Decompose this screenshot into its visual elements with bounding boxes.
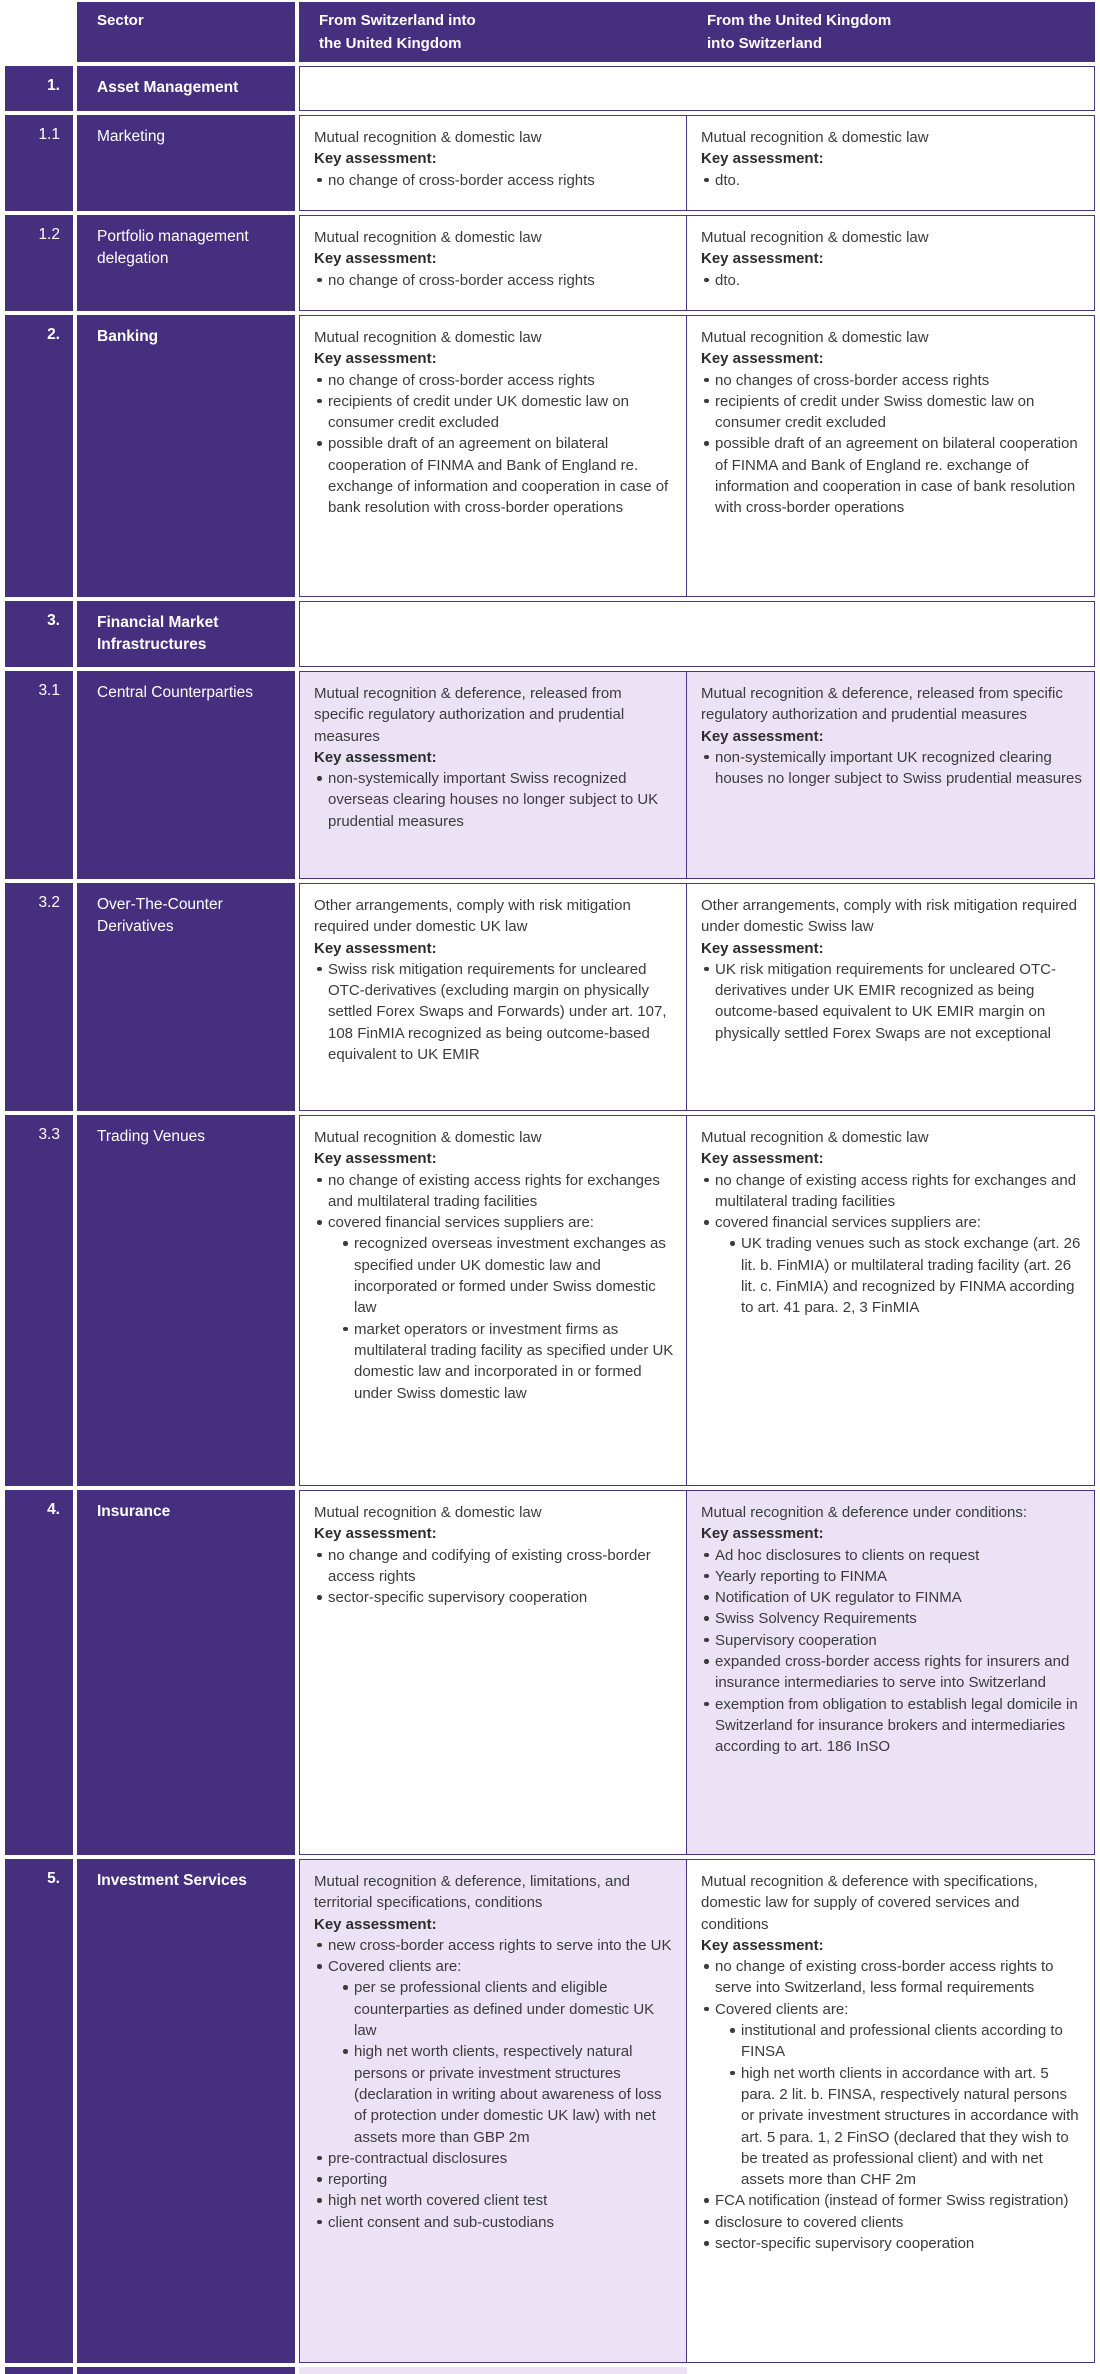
key-assessment-label: Key assessment: — [314, 150, 437, 168]
bullet-item: no change of existing access rights for exchanges and multilateral trading facilities — [314, 1170, 674, 1213]
cell-intro: Mutual recognition & deference, released from specific regulatory authorization and prudential measures — [314, 685, 625, 745]
bullet-list — [701, 1545, 1082, 1758]
table-row-3 — [5, 601, 1097, 667]
cell-intro: Mutual recognition & domestic law — [314, 229, 542, 246]
bullet-item — [314, 1956, 674, 2148]
assessment-cell — [687, 1859, 1095, 2363]
bullet-item: institutional and professional clients according to FINSA — [727, 2020, 1082, 2063]
bullet-list — [314, 959, 674, 1065]
bullet-item: non-systemically important Swiss recognized overseas clearing houses no longer subject to UK prudential measures — [314, 768, 674, 832]
sector-name: Asset Management — [77, 66, 295, 111]
row-number: 3.1 — [5, 671, 73, 879]
bullet-item: recipients of credit under Swiss domestic law on consumer credit excluded — [701, 391, 1082, 434]
bullet-item: expanded cross-border access rights for insurers and insurance intermediaries to serve into Switzerland — [701, 1651, 1082, 1694]
sector-name: Central Counterparties — [77, 671, 295, 879]
sector-name: Investment Services — [77, 1859, 295, 2363]
bullet-list — [701, 747, 1082, 790]
header-from-ch-to-uk-line2: the United Kingdom — [319, 34, 462, 52]
bullet-list — [715, 1233, 1082, 1318]
key-assessment-label: Key assessment: — [701, 1936, 824, 1954]
bullet-item: possible draft of an agreement on bilateral cooperation of FINMA and Bank of England re. exchange of information and cooperation in case of bank resolution with cross-border operations — [701, 433, 1082, 518]
key-assessment-label: Key assessment: — [701, 939, 824, 957]
bullet-item: reporting — [314, 2169, 674, 2190]
cell-intro: Other arrangements, comply with risk mitigation required under domestic Swiss law — [701, 897, 1077, 936]
sector-name: Portfolio management delegation — [77, 215, 295, 311]
bullet-list — [701, 270, 1082, 291]
cell-intro: Mutual recognition & deference under conditions: — [701, 1504, 1028, 1521]
bullet-item: UK risk mitigation requirements for uncleared OTC-derivatives under UK EMIR recognized as being outcome-based equivalent to UK EMIR margin on physically settled Forex Swaps are not exceptional — [701, 959, 1082, 1044]
table-row-1-1 — [5, 115, 1097, 211]
bullet-list — [314, 1545, 674, 1609]
bullet-item: no change of cross-border access rights — [314, 270, 674, 291]
cell-intro: Mutual recognition & deference, limitations, and territorial specifications, conditions — [314, 1873, 631, 1912]
assessment-cell — [687, 883, 1095, 1111]
bullet-list — [701, 370, 1082, 519]
header-sector: Sector — [77, 2, 295, 62]
table-row-3-1 — [5, 671, 1097, 879]
header-from-ch-to-uk — [299, 2, 687, 62]
assessment-cell — [299, 1115, 687, 1486]
header-from-uk-to-ch — [687, 2, 1095, 62]
key-assessment-label: Key assessment: — [314, 748, 437, 766]
header-from-ch-to-uk-line1: From Switzerland into — [319, 12, 476, 29]
bullet-item: exemption from obligation to establish legal domicile in Switzerland for insurance brokers and intermediaries according to art. 186 InSO — [701, 1694, 1082, 1758]
sector-name: Trading Venues — [77, 1115, 295, 1486]
assessment-cell — [299, 2367, 687, 2374]
assessment-cell — [687, 215, 1095, 311]
table-row-1-2 — [5, 215, 1097, 311]
bullet-list — [314, 270, 674, 291]
bullet-item: market operators or investment firms as multilateral trading facility as specified under UK domestic law and incorporated in or formed under Swiss domestic law — [340, 1319, 674, 1404]
table-header-row — [5, 2, 1097, 62]
cell-intro: Mutual recognition & deference with specifications, domestic law for supply of covered services and conditions — [701, 1873, 1038, 1933]
cut-off-next-row — [5, 2367, 1097, 2374]
bullet-item: FCA notification (instead of former Swiss registration) — [701, 2190, 1082, 2211]
bullet-item: Swiss risk mitigation requirements for uncleared OTC-derivatives (excluding margin on physically settled Forex Swaps and Forwards) under art. 107, 108 FinMIA recognized as being outcome-based equivalent to UK EMIR — [314, 959, 674, 1065]
cell-intro: Mutual recognition & domestic law — [701, 1129, 929, 1146]
row-number: 5. — [5, 1859, 73, 2363]
assessment-cell — [687, 315, 1095, 597]
key-assessment-label: Key assessment: — [701, 1525, 824, 1543]
bullet-item: no change and codifying of existing cross-border access rights — [314, 1545, 674, 1588]
cell-intro: Other arrangements, comply with risk mitigation required under domestic UK law — [314, 897, 631, 936]
sector-name: Banking — [77, 315, 295, 597]
bullet-item: recipients of credit under UK domestic law on consumer credit excluded — [314, 391, 674, 434]
assessment-cell — [687, 1115, 1095, 1486]
key-assessment-label: Key assessment: — [701, 727, 824, 745]
cell-intro: Mutual recognition & domestic law — [314, 329, 542, 346]
bullet-list — [314, 1170, 674, 1404]
assessment-cell — [687, 2367, 1095, 2374]
bullet-item: no change of existing access rights for exchanges and multilateral trading facilities — [701, 1170, 1082, 1213]
assessment-cell — [299, 115, 687, 211]
bullet-item: possible draft of an agreement on bilateral cooperation of FINMA and Bank of England re. exchange of information and cooperation in case of bank resolution with cross-border operations — [314, 433, 674, 518]
cell-intro: Mutual recognition & domestic law — [701, 229, 929, 246]
bullet-item: high net worth clients in accordance with art. 5 para. 2 lit. b. FINSA, respectively natural persons or private investment structures in accordance with art. 5 para. 1, 2 FinSO (declared that they wish to be treated as professional client) and with net assets more than CHF 2m — [727, 2063, 1082, 2191]
bullet-item: per se professional clients and eligible counterparties as defined under domestic UK law — [340, 1977, 674, 2041]
table-row-5 — [5, 1859, 1097, 2363]
bullet-list — [701, 959, 1082, 1044]
row-number: 3.2 — [5, 883, 73, 1111]
cell-intro: Mutual recognition & domestic law — [314, 1504, 542, 1521]
bullet-item: Swiss Solvency Requirements — [701, 1608, 1082, 1629]
assessment-cell — [687, 1490, 1095, 1855]
bullet-item: client consent and sub-custodians — [314, 2212, 674, 2233]
key-assessment-label: Key assessment: — [314, 1525, 437, 1543]
assessment-cell — [299, 315, 687, 597]
bullet-item: no change of cross-border access rights — [314, 170, 674, 191]
table-row-1 — [5, 66, 1097, 111]
sector-name: Insurance — [77, 1490, 295, 1855]
key-assessment-label: Key assessment: — [314, 250, 437, 268]
bullet-list — [328, 1977, 674, 2147]
row-number: 2. — [5, 315, 73, 597]
key-assessment-label: Key assessment: — [701, 150, 824, 168]
sector-name: Marketing — [77, 115, 295, 211]
bullet-item: high net worth covered client test — [314, 2190, 674, 2211]
bullet-text: covered financial services suppliers are: — [715, 1214, 981, 1232]
table-row-2 — [5, 315, 1097, 597]
bullet-item — [701, 1999, 1082, 2191]
bullet-list — [328, 1233, 674, 1403]
bullet-item: recognized overseas investment exchanges as specified under UK domestic law and incorporated or formed under Swiss domestic law — [340, 1233, 674, 1318]
bullet-text: covered financial services suppliers are: — [328, 1214, 594, 1232]
row-number — [5, 2367, 73, 2374]
key-assessment-label: Key assessment: — [314, 1150, 437, 1168]
bullet-item: Yearly reporting to FINMA — [701, 1566, 1082, 1587]
row-number: 1.1 — [5, 115, 73, 211]
bullet-item: dto. — [701, 170, 1082, 191]
bullet-item: new cross-border access rights to serve into the UK — [314, 1935, 674, 1956]
bullet-item: Notification of UK regulator to FINMA — [701, 1587, 1082, 1608]
assessment-cell — [687, 115, 1095, 211]
cell-intro: Mutual recognition & domestic law — [314, 1129, 542, 1146]
bullet-list — [314, 370, 674, 519]
row-number: 3.3 — [5, 1115, 73, 1486]
row-number: 1. — [5, 66, 73, 111]
key-assessment-label: Key assessment: — [314, 1915, 437, 1933]
cell-intro: Mutual recognition & deference, released from specific regulatory authorization and prudential measures — [701, 685, 1063, 724]
row-number: 4. — [5, 1490, 73, 1855]
bullet-item: Supervisory cooperation — [701, 1630, 1082, 1651]
assessment-cell — [687, 671, 1095, 879]
header-from-uk-to-ch-line2: into Switzerland — [707, 34, 823, 52]
bullet-item: no change of cross-border access rights — [314, 370, 674, 391]
bullet-list — [701, 1170, 1082, 1319]
bullet-list — [314, 1935, 674, 2233]
assessment-cell — [299, 671, 687, 879]
bullet-item: non-systemically important UK recognized clearing houses no longer subject to Swiss prudential measures — [701, 747, 1082, 790]
bullet-list — [701, 1956, 1082, 2254]
bullet-item: high net worth clients, respectively natural persons or private investment structures (declaration in writing about awareness of loss of protection under domestic UK law) with net assets more than GBP 2m — [340, 2041, 674, 2147]
key-assessment-label: Key assessment: — [701, 250, 824, 268]
bullet-text: Covered clients are: — [715, 2000, 849, 2018]
bullet-item: Ad hoc disclosures to clients on request — [701, 1545, 1082, 1566]
sector-name: Over-The-Counter Derivatives — [77, 883, 295, 1111]
bullet-list — [314, 170, 674, 191]
header-from-uk-to-ch-line1: From the United Kingdom — [707, 12, 892, 29]
sector-name: Financial Market Infrastructures — [77, 601, 295, 667]
bullet-item — [701, 1212, 1082, 1318]
assessment-cell — [299, 1859, 687, 2363]
assessment-cell — [299, 215, 687, 311]
bullet-item: no changes of cross-border access rights — [701, 370, 1082, 391]
key-assessment-label: Key assessment: — [701, 350, 824, 368]
key-assessment-label: Key assessment: — [701, 1150, 824, 1168]
bullet-item: dto. — [701, 270, 1082, 291]
bullet-item: disclosure to covered clients — [701, 2212, 1082, 2233]
section-spacer-cell — [299, 66, 1095, 111]
bullet-list — [314, 768, 674, 832]
bullet-item: sector-specific supervisory cooperation — [314, 1587, 674, 1608]
table-row-3-2 — [5, 883, 1097, 1111]
bullet-item — [314, 1212, 674, 1404]
assessment-cell — [299, 883, 687, 1111]
bullet-item: pre-contractual disclosures — [314, 2148, 674, 2169]
key-assessment-label: Key assessment: — [314, 939, 437, 957]
row-number: 3. — [5, 601, 73, 667]
cell-intro: Mutual recognition & domestic law — [701, 329, 929, 346]
section-spacer-cell — [299, 601, 1095, 667]
table-body — [5, 66, 1097, 2374]
bullet-list — [715, 2020, 1082, 2190]
bullet-item: UK trading venues such as stock exchange (art. 26 lit. b. FinMIA) or multilateral trading facility (art. 26 lit. c. FinMIA) and recognized by FINMA according to art. 41 para. 2, 3 FinMIA — [727, 1233, 1082, 1318]
bullet-list — [701, 170, 1082, 191]
cell-intro: Mutual recognition & domestic law — [314, 129, 542, 146]
table-row-3-3 — [5, 1115, 1097, 1486]
cell-intro: Mutual recognition & domestic law — [701, 129, 929, 146]
table-row-4 — [5, 1490, 1097, 1855]
bullet-item: no change of existing cross-border access rights to serve into Switzerland, less formal requirements — [701, 1956, 1082, 1999]
sector-name — [77, 2367, 295, 2374]
key-assessment-label: Key assessment: — [314, 350, 437, 368]
row-number: 1.2 — [5, 215, 73, 311]
assessment-cell — [299, 1490, 687, 1855]
bullet-item: sector-specific supervisory cooperation — [701, 2233, 1082, 2254]
bullet-text: Covered clients are: — [328, 1958, 462, 1976]
